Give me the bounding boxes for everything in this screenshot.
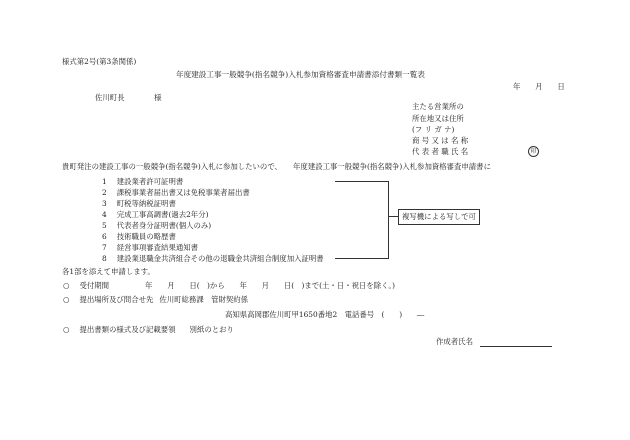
applicant-field: 主たる営業所の (412, 102, 464, 111)
note-label: 提出書類の様式及び記載要領 (79, 325, 176, 334)
document-item: 3 町税等納税証明書 (102, 199, 176, 208)
bracket-right (388, 181, 389, 258)
bullet-circle: ○ (63, 325, 70, 334)
document-item: 8 建設業退職金共済組合その他の退職金共済組合制度加入証明書 (102, 254, 324, 263)
document-title: 年度建設工事一般競争(指名競争)入札参加資格審査申請書添付書類一覧表 (176, 70, 425, 79)
address-line: 高知県高岡郡佐川町甲1650番地2 電話番号 ( ) ― (225, 310, 425, 319)
date-line: 年 月 日 (513, 82, 565, 91)
note-item (63, 282, 395, 289)
note-item (63, 296, 248, 303)
addressee: 佐川町長 様 (95, 93, 162, 102)
note-text: 佐川町総務課 管財契約係 (159, 295, 249, 304)
document-item: 1 建設業者許可証明書 (102, 177, 184, 186)
preparer-label: 作成者氏名 (436, 337, 473, 346)
applicant-field: 代 表 者 職 氏 名 (412, 147, 469, 156)
copy-note: 複写機による写しで可 (402, 212, 476, 222)
seal-mark: 印 (528, 146, 539, 157)
note-text: 年 月 日( )から 年 月 日( )まで(土・日・祝日を除く。) (145, 281, 395, 290)
document-item: 4 完成工事高調書(過去2年分) (102, 210, 209, 219)
bracket-top (335, 181, 388, 182)
document-item: 2 課税事業者届出書又は免税事業者届出書 (102, 188, 250, 197)
applicant-field: 商 号 又 は 名 称 (412, 136, 469, 145)
note-item (63, 326, 234, 333)
bullet-circle: ○ (63, 295, 70, 304)
document-item: 5 代表者身分証明書(個人のみ) (102, 221, 212, 230)
attach-text: 各1部を添えて申請します。 (62, 267, 155, 276)
bracket-connector (388, 216, 398, 217)
applicant-field: 所在地又は住所 (412, 114, 464, 123)
note-label: 提出場所及び問合せ先 (79, 295, 154, 304)
document-item: 6 技術職員の略歴書 (102, 232, 176, 241)
applicant-field: (フ リ ガ ナ) (412, 125, 455, 134)
note-label: 受付期間 (79, 281, 110, 290)
intro-text: 貴町発注の建設工事の一般競争(指名競争)入札に参加したいので、 年度建設工事一般競争(指名競争)入札参加資格審査申請書に (62, 162, 491, 171)
document-item: 7 経営事項審査結果通知書 (102, 243, 199, 252)
form-number: 様式第2号(第3条関係) (62, 57, 137, 66)
bullet-circle: ○ (63, 281, 70, 290)
note-text: 別紙のとおり (189, 325, 234, 334)
copy-note-box (398, 209, 480, 225)
preparer-signature-line (480, 346, 552, 347)
bracket-bottom (335, 258, 389, 259)
